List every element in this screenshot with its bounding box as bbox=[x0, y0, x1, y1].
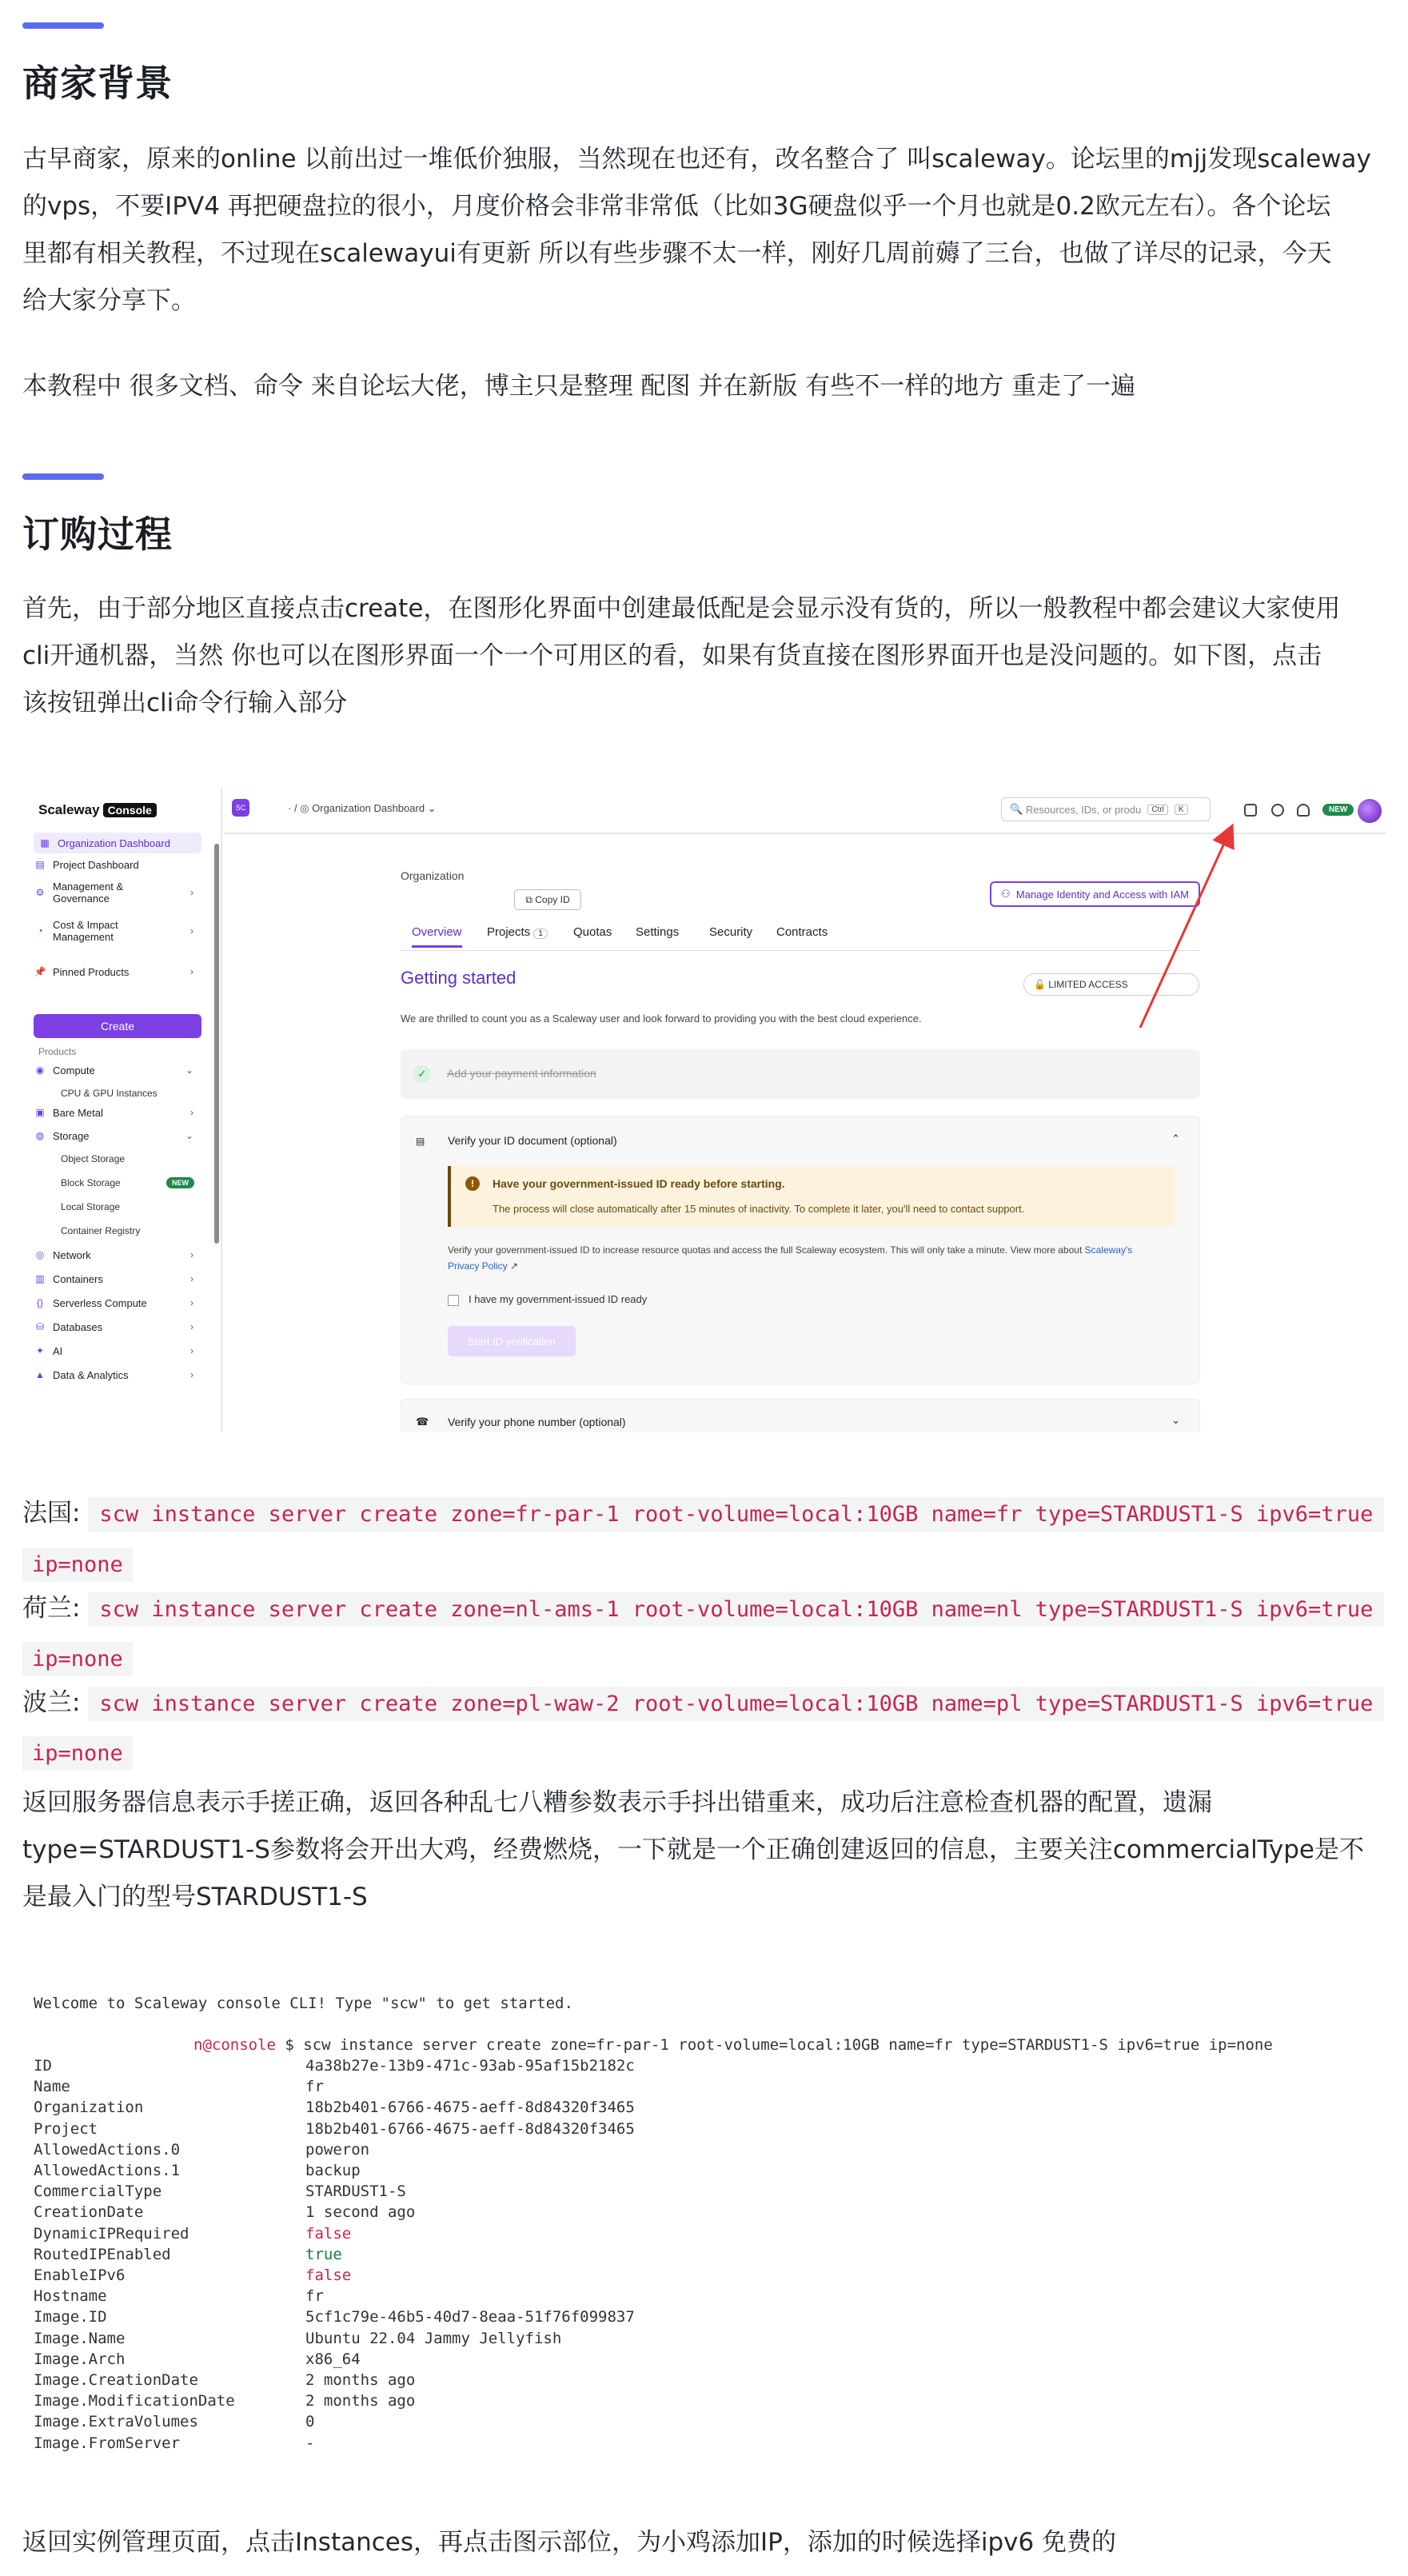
console-badge: Console bbox=[103, 803, 157, 817]
nav-label: Network bbox=[53, 1248, 91, 1261]
step-title: Verify your ID document (optional) bbox=[448, 1134, 617, 1147]
terminal-value: 2 months ago bbox=[305, 2371, 416, 2389]
terminal-welcome: Welcome to Scaleway console CLI! Type "scw" to get started. bbox=[34, 1995, 573, 2012]
terminal-row bbox=[34, 2225, 351, 2246]
terminal-value: 18b2b401-6766-4675-aeff-8d84320f3465 bbox=[305, 2099, 635, 2117]
terminal-row bbox=[34, 2183, 406, 2203]
chevron-right-icon: › bbox=[190, 887, 193, 898]
privacy-policy-link[interactable]: Scaleway's Privacy Policy bbox=[448, 1244, 1133, 1272]
nav-label: Bare Metal bbox=[53, 1106, 103, 1119]
chevron-right-icon: › bbox=[190, 1249, 193, 1260]
command-code[interactable]: scw instance server create zone=pl-waw-2 root-volume=local:10GB name=pl type=STARDUST1-S ipv6=true bbox=[88, 1687, 1384, 1721]
kbd-ctrl: Ctrl bbox=[1147, 805, 1168, 815]
tab-settings[interactable]: Settings bbox=[636, 925, 680, 939]
project-icon: ▤ bbox=[35, 859, 45, 870]
terminal-key: Image.ModificationDate bbox=[34, 2392, 235, 2410]
sub-object-storage[interactable]: Object Storage bbox=[61, 1153, 126, 1164]
nav-label: Cost & Impact Management bbox=[53, 919, 118, 943]
terminal-key: ID bbox=[34, 2057, 52, 2075]
copy-id-button[interactable]: ⧉ Copy ID bbox=[514, 889, 581, 910]
terminal-key: CreationDate bbox=[34, 2203, 144, 2222]
network-icon: ◎ bbox=[35, 1249, 45, 1260]
terminal-row bbox=[34, 2434, 314, 2455]
terminal-value: - bbox=[305, 2434, 315, 2452]
nav-label: Project Dashboard bbox=[53, 858, 139, 871]
terminal-value: STARDUST1-S bbox=[305, 2183, 406, 2201]
terminal-row bbox=[34, 2057, 635, 2078]
nav-label: Containers bbox=[53, 1272, 103, 1285]
paragraph-line: type=STARDUST1-S参数将会开出大鸡，经费燃烧，一下就是一个正确创建返回的信息，主要关注commercialType是不 bbox=[22, 1835, 1364, 1864]
organization-label: Organization bbox=[401, 869, 465, 882]
result-paragraph bbox=[22, 1779, 1386, 1921]
terminal-row bbox=[34, 2099, 635, 2119]
gear-icon: ⚙ bbox=[35, 887, 45, 898]
terminal-key: RoutedIPEnabled bbox=[34, 2245, 171, 2263]
iam-label: Manage Identity and Access with IAM bbox=[1015, 888, 1189, 901]
region-label: 波兰: bbox=[22, 1688, 81, 1717]
nav-label: Compute bbox=[53, 1064, 95, 1076]
server-icon: ▣ bbox=[35, 1107, 45, 1118]
search-input[interactable]: 🔍 Resources, IDs, or produ Ctrl K bbox=[1001, 797, 1211, 821]
terminal-value: false bbox=[305, 2266, 352, 2284]
paragraph-line: 首先，由于部分地区直接点击create，在图形化界面中创建最低配是会显示没有货的，所以一般教程中都会建议大家使用 bbox=[22, 594, 1341, 623]
terminal-key: Image.FromServer bbox=[34, 2434, 181, 2452]
terminal-key: Image.ID bbox=[34, 2308, 107, 2326]
tab-contracts[interactable]: Contracts bbox=[776, 925, 828, 939]
limited-access-badge[interactable]: 🔓 LIMITED ACCESS bbox=[1023, 973, 1199, 996]
storage-icon: ◍ bbox=[35, 1130, 45, 1141]
copy-id-label: Copy ID bbox=[535, 894, 570, 905]
terminal-row bbox=[34, 2078, 324, 2099]
sub-block-storage[interactable]: Block Storage bbox=[61, 1177, 121, 1188]
terminal-key: DynamicIPRequired bbox=[34, 2224, 189, 2243]
cmd-netherlands bbox=[22, 1588, 1384, 1623]
chevron-right-icon: › bbox=[190, 1321, 193, 1332]
terminal-key: CommercialType bbox=[34, 2183, 162, 2201]
org-avatar[interactable]: SC bbox=[232, 799, 249, 817]
cost-icon: ◔ bbox=[37, 925, 43, 937]
id-card-icon: ▤ bbox=[416, 1136, 425, 1147]
manage-iam-button[interactable]: ⚇ Manage Identity and Access with IAM bbox=[990, 881, 1200, 907]
terminal-key: Project bbox=[34, 2119, 98, 2138]
terminal-output bbox=[22, 1980, 1386, 2468]
nav-label: Serverless Compute bbox=[53, 1296, 147, 1309]
terminal-row bbox=[34, 2162, 361, 2183]
terminal-row bbox=[34, 2246, 342, 2266]
prompt-user: n@console bbox=[193, 2036, 276, 2054]
terminal-row bbox=[34, 2266, 351, 2287]
arrow-line bbox=[1140, 828, 1231, 1028]
instances-paragraph: 返回实例管理页面，点击Instances，再点击图示部位，为小鸡添加IP，添加的时候选择ipv6 免费的 bbox=[22, 2528, 1117, 2557]
order-paragraph bbox=[22, 585, 1386, 727]
terminal-row bbox=[34, 2141, 369, 2162]
merchant-paragraph bbox=[22, 136, 1386, 325]
chevron-up-icon[interactable]: ⌃ bbox=[1171, 1132, 1180, 1144]
check-icon: ✓ bbox=[413, 1065, 431, 1083]
chevron-right-icon: › bbox=[190, 1107, 193, 1118]
terminal-row bbox=[34, 2330, 561, 2350]
region-label: 荷兰: bbox=[22, 1594, 81, 1623]
terminal-key: AllowedActions.1 bbox=[34, 2162, 181, 2179]
ai-icon: ✦ bbox=[35, 1345, 45, 1356]
sub-cpu-gpu-instances[interactable]: CPU & GPU Instances bbox=[61, 1088, 158, 1099]
verify-description: Verify your government-issued ID to increase resource quotas and access the full Scaleway ecosystem. This will only take a minute. View more about Scaleway's Privacy Policy ↗ bbox=[448, 1244, 1133, 1272]
sub-container-registry[interactable]: Container Registry bbox=[61, 1225, 141, 1236]
chevron-right-icon: › bbox=[190, 1345, 193, 1356]
nav-label: Organization Dashboard bbox=[58, 837, 170, 849]
new-badge: NEW bbox=[1322, 804, 1354, 816]
welcome-text: We are thrilled to count you as a Scaleway user and look forward to providing you with the best cloud experience. bbox=[401, 1012, 922, 1024]
chevron-right-icon: › bbox=[190, 1297, 193, 1308]
terminal-key: Hostname bbox=[34, 2287, 107, 2306]
command-code-wrap[interactable]: ip=none bbox=[22, 1642, 133, 1676]
nav-label: Databases bbox=[53, 1320, 103, 1333]
nav-label: Data & Analytics bbox=[53, 1368, 129, 1381]
nav-label: Pinned Products bbox=[53, 965, 130, 978]
kbd-k: K bbox=[1175, 805, 1188, 815]
prompt-command: $ scw instance server create zone=fr-par-1 root-volume=local:10GB name=fr type=STARDUST1-S ipv6=true ip=none bbox=[275, 2036, 1273, 2054]
terminal-value: 18b2b401-6766-4675-aeff-8d84320f3465 bbox=[305, 2119, 635, 2138]
breadcrumb-label: Organization Dashboard bbox=[312, 802, 425, 814]
terminal-value: 4a38b27e-13b9-471c-93ab-95af15b2182c bbox=[305, 2057, 635, 2075]
region-label: 法国: bbox=[22, 1499, 81, 1528]
new-badge: NEW bbox=[166, 1177, 194, 1188]
verify-text: Verify your government-issued ID to increase resource quotas and access the full Scaleway ecosystem. This will only take a minute. View more about bbox=[448, 1244, 1083, 1256]
terminal-key: Image.ExtraVolumes bbox=[34, 2413, 198, 2431]
chevron-right-icon: › bbox=[190, 966, 193, 977]
checkbox-label: I have my government-issued ID ready bbox=[469, 1293, 648, 1305]
terminal-value: false bbox=[305, 2224, 352, 2243]
chevron-right-icon: › bbox=[190, 925, 193, 937]
terminal-row bbox=[34, 2350, 361, 2371]
chevron-right-icon: › bbox=[190, 1273, 193, 1284]
serverless-icon: {} bbox=[36, 1297, 43, 1308]
terminal-value: x86_64 bbox=[305, 2350, 361, 2368]
limited-label: LIMITED ACCESS bbox=[1048, 979, 1128, 990]
section-title-merchant: 商家背景 bbox=[22, 62, 173, 105]
paragraph-line: 返回服务器信息表示手搓正确，返回各种乱七八糟参数表示手抖出错重来，成功后注意检查机器的配置，遗漏 bbox=[22, 1788, 1212, 1817]
tab-quotas[interactable]: Quotas bbox=[573, 925, 612, 939]
tab-security[interactable]: Security bbox=[709, 925, 753, 939]
dashboard-icon: ▦ bbox=[40, 837, 50, 849]
paragraph-line: 该按钮弹出cli命令行输入部分 bbox=[22, 689, 348, 717]
terminal-value: fr bbox=[305, 2078, 324, 2096]
warning-title: Have your government-issued ID ready before starting. bbox=[493, 1177, 785, 1190]
terminal-key: Image.Name bbox=[34, 2329, 126, 2347]
paragraph-line: 古早商家，原来的online 以前出过一堆低价独服，当然现在也还有，改名整合了 叫scaleway。论坛里的mjj发现scaleway bbox=[22, 145, 1371, 174]
tutorial-note: 本教程中 很多文档、命令 来自论坛大佬，博主只是整理 配图 并在新版 有些不一样的地方 重走了一遍 bbox=[22, 372, 1136, 401]
sub-local-storage[interactable]: Local Storage bbox=[61, 1201, 121, 1212]
console-screenshot bbox=[22, 788, 1386, 1432]
annotation-arrow bbox=[22, 788, 1386, 1432]
terminal-value: Ubuntu 22.04 Jammy Jellyfish bbox=[305, 2329, 562, 2347]
chevron-down-icon: ⌄ bbox=[185, 1064, 193, 1076]
terminal-key: Organization bbox=[34, 2099, 144, 2117]
chevron-right-icon: › bbox=[190, 1369, 193, 1380]
tab-label: Projects bbox=[487, 925, 531, 939]
section-accent-bar bbox=[22, 473, 104, 480]
cmd-france bbox=[22, 1492, 1384, 1528]
getting-started-title: Getting started bbox=[401, 968, 517, 988]
container-icon: ▥ bbox=[35, 1273, 45, 1284]
paragraph-line: cli开通机器，当然 你也可以在图形界面一个一个可用区的看，如果有货直接在图形界面开也是没问题的。如下图，点击 bbox=[22, 641, 1322, 670]
create-button[interactable]: Create bbox=[34, 1014, 201, 1038]
chevron-down-icon: ⌄ bbox=[185, 1130, 193, 1141]
terminal-value: 1 second ago bbox=[305, 2203, 416, 2222]
warning-icon: ! bbox=[465, 1176, 480, 1191]
terminal-value: 0 bbox=[305, 2413, 315, 2431]
section-accent-bar bbox=[22, 22, 104, 29]
command-code-wrap[interactable]: ip=none bbox=[22, 1548, 133, 1582]
phone-icon: ☎ bbox=[416, 1416, 429, 1428]
paragraph-line: 的vps，不要IPV4 再把硬盘拉的很小，月度价格会非常非常低（比如3G硬盘似乎一个月也就是0.2欧元左右）。各个论坛 bbox=[22, 192, 1331, 221]
terminal-value: fr bbox=[305, 2287, 324, 2306]
compute-icon: ◉ bbox=[35, 1064, 45, 1076]
paragraph-line: 里都有相关教程，不过现在scalewayui有更新 所以有些步骤不太一样，刚好几周前薅了三台，也做了详尽的记录，今天 bbox=[22, 239, 1332, 268]
command-code[interactable]: scw instance server create zone=fr-par-1 root-volume=local:10GB name=fr type=STARDUST1-S ipv6=true bbox=[88, 1497, 1384, 1532]
nav-label: AI bbox=[53, 1344, 63, 1357]
terminal-row bbox=[34, 2287, 324, 2308]
projects-count: 1 bbox=[533, 929, 548, 939]
nav-label: Management & Governance bbox=[53, 881, 124, 905]
database-icon: ⛁ bbox=[35, 1321, 45, 1332]
breadcrumb[interactable]: · / ◎ Organization Dashboard ⌄ bbox=[288, 802, 437, 814]
terminal-row bbox=[34, 2120, 635, 2141]
terminal-key: Name bbox=[34, 2078, 70, 2096]
terminal-value: backup bbox=[305, 2162, 361, 2179]
warning-body: The process will close automatically after 15 minutes of inactivity. To complete it later, you'll need to contact support. bbox=[493, 1203, 1025, 1215]
command-code[interactable]: scw instance server create zone=nl-ams-1 root-volume=local:10GB name=nl type=STARDUST1-S ipv6=true bbox=[88, 1592, 1384, 1627]
scaleway-logo-text: Scaleway bbox=[38, 802, 100, 817]
cmd-poland bbox=[22, 1682, 1384, 1718]
terminal-key: Image.Arch bbox=[34, 2350, 126, 2368]
tab-overview[interactable]: Overview bbox=[412, 925, 462, 948]
nav-label: Storage bbox=[53, 1129, 90, 1142]
step-title: Verify your phone number (optional) bbox=[448, 1416, 626, 1428]
terminal-prompt bbox=[193, 2036, 1273, 2054]
terminal-value: 5cf1c79e-46b5-40d7-8eaa-51f76f099837 bbox=[305, 2308, 635, 2326]
analytics-icon: ▲ bbox=[35, 1369, 45, 1380]
terminal-key: Image.CreationDate bbox=[34, 2371, 198, 2389]
terminal-row bbox=[34, 2203, 415, 2224]
pin-icon: 📌 bbox=[34, 966, 46, 977]
terminal-row bbox=[34, 2308, 635, 2329]
terminal-value: 2 months ago bbox=[305, 2392, 416, 2410]
terminal-row bbox=[34, 2371, 415, 2392]
products-label: Products bbox=[38, 1046, 77, 1057]
paragraph-line: 给大家分享下。 bbox=[22, 286, 196, 315]
terminal-key: EnableIPv6 bbox=[34, 2266, 126, 2284]
terminal-row bbox=[34, 2413, 314, 2434]
terminal-row bbox=[34, 2392, 415, 2413]
terminal-key: AllowedActions.0 bbox=[34, 2140, 181, 2159]
start-verification-button[interactable]: Start ID verification bbox=[448, 1326, 576, 1356]
chevron-down-icon[interactable]: ⌄ bbox=[1171, 1414, 1180, 1426]
terminal-value: poweron bbox=[305, 2140, 370, 2159]
paragraph-line: 是最入门的型号STARDUST1-S bbox=[22, 1883, 368, 1911]
step-title: Add your payment information bbox=[447, 1067, 596, 1080]
terminal-value: true bbox=[305, 2245, 342, 2263]
search-placeholder: Resources, IDs, or produ bbox=[1025, 803, 1142, 816]
command-code-wrap[interactable]: ip=none bbox=[22, 1736, 133, 1771]
section-title-order: 订购过程 bbox=[22, 513, 173, 556]
